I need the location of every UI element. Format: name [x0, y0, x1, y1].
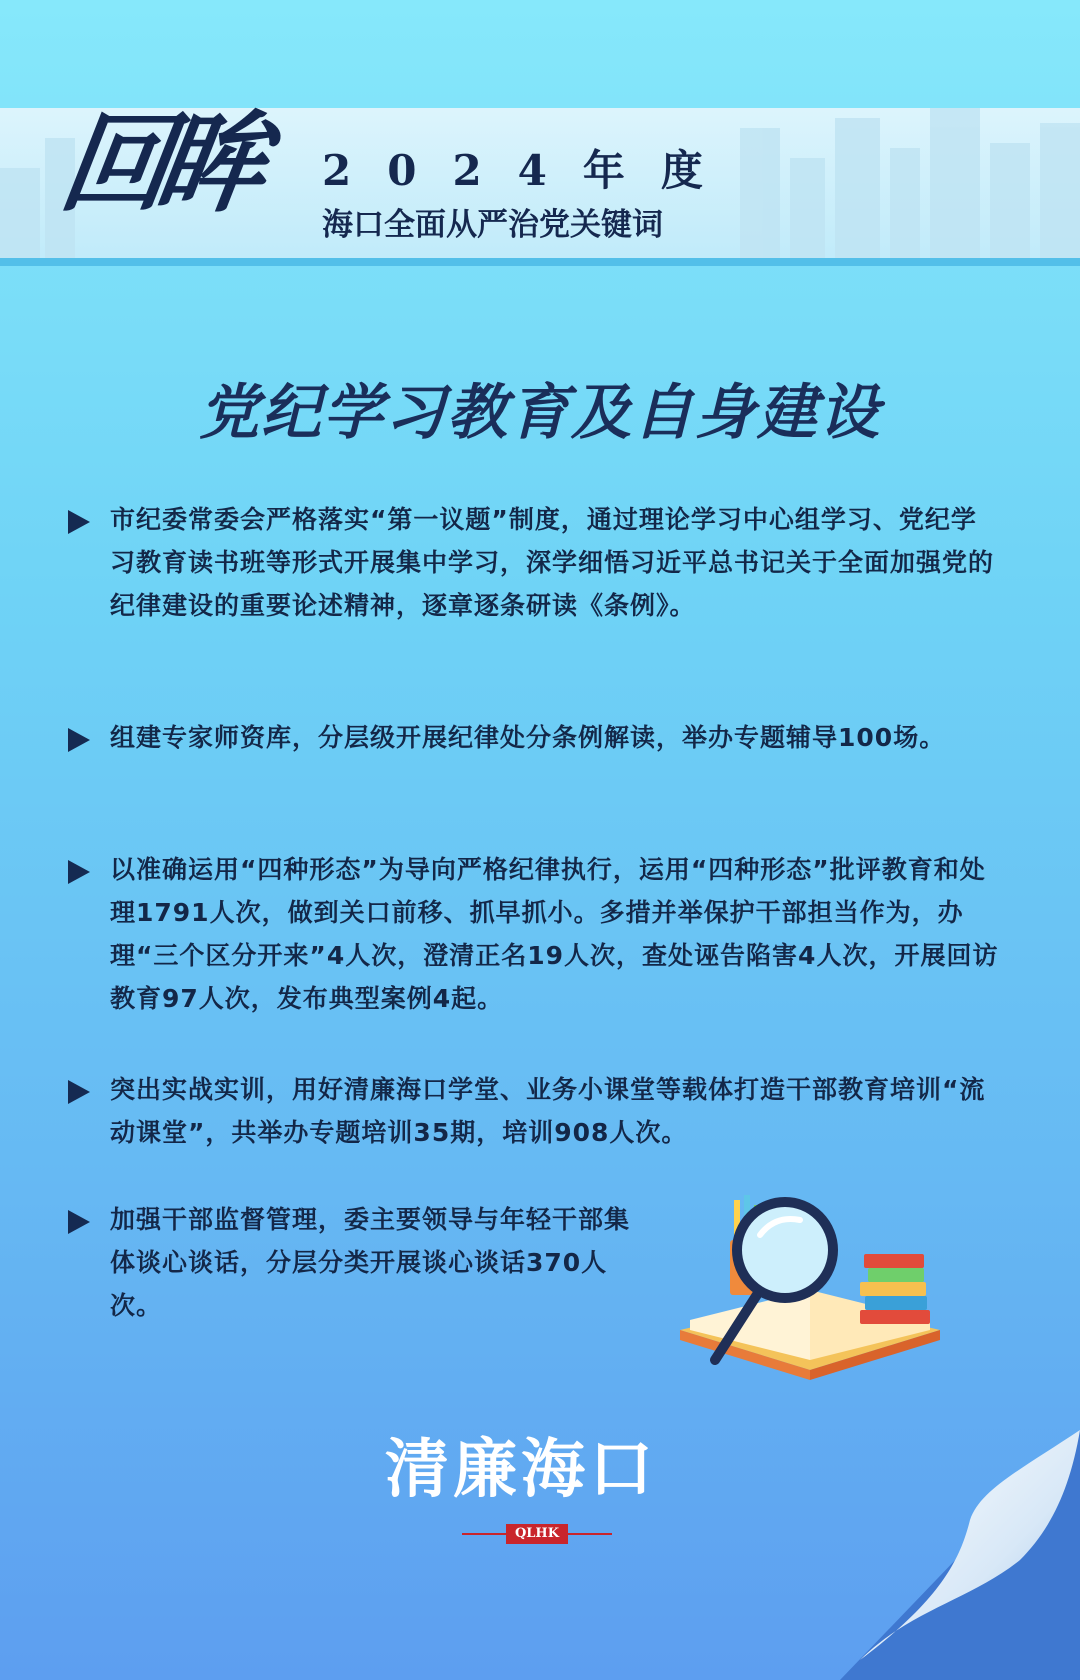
triangle-bullet-icon [68, 1080, 90, 1104]
list-item-text: 突出实战实训，用好清廉海口学堂、业务小课堂等载体打造干部教育培训“流动课堂”，共举办专题培训35期，培训908人次。 [110, 1075, 986, 1147]
header-year: 2024年度 [322, 146, 739, 195]
list-item-text: 组建专家师资库，分层级开展纪律处分条例解读，举办专题辅导100场。 [110, 723, 946, 752]
header-subtitle: 海口全面从严治党关键词 [322, 207, 663, 243]
brand-abbreviation-label: QLHK [506, 1524, 568, 1544]
section-title: 党纪学习教育及自身建设 [199, 378, 881, 448]
triangle-bullet-icon [68, 1210, 90, 1234]
list-item-text: 市纪委常委会严格落实“第一议题”制度，通过理论学习中心组学习、党纪学习教育读书班等形式开展集中学习，深学细悟习近平总书记关于全面加强党的纪律建设的重要论述精神，逐章逐条研读《条例》。 [110, 505, 995, 620]
list-item-text: 加强干部监督管理，委主要领导与年轻干部集体谈心谈话，分层分类开展谈心谈话370人次。 [110, 1205, 631, 1320]
books-magnifier-illustration [660, 1180, 960, 1400]
header-calligraphy: 回眸 [53, 101, 263, 227]
brand-abbreviation [462, 1524, 612, 1544]
list-item-text: 以准确运用“四种形态”为导向严格纪律执行，运用“四种形态”批评教育和处理1791人次，做到关口前移、抓早抓小。多措并举保护干部担当作为，办理“三个区分开来”4人次，澄清正名19人次，查处诬告陷害4人次，开展回访教育97人次，发布典型案例4起。 [110, 855, 999, 1013]
page-curl-decoration [820, 1410, 1080, 1680]
triangle-bullet-icon [68, 860, 90, 884]
triangle-bullet-icon [68, 728, 90, 752]
brand-logo-text: 清廉海口 [385, 1432, 657, 1507]
triangle-bullet-icon [68, 510, 90, 534]
